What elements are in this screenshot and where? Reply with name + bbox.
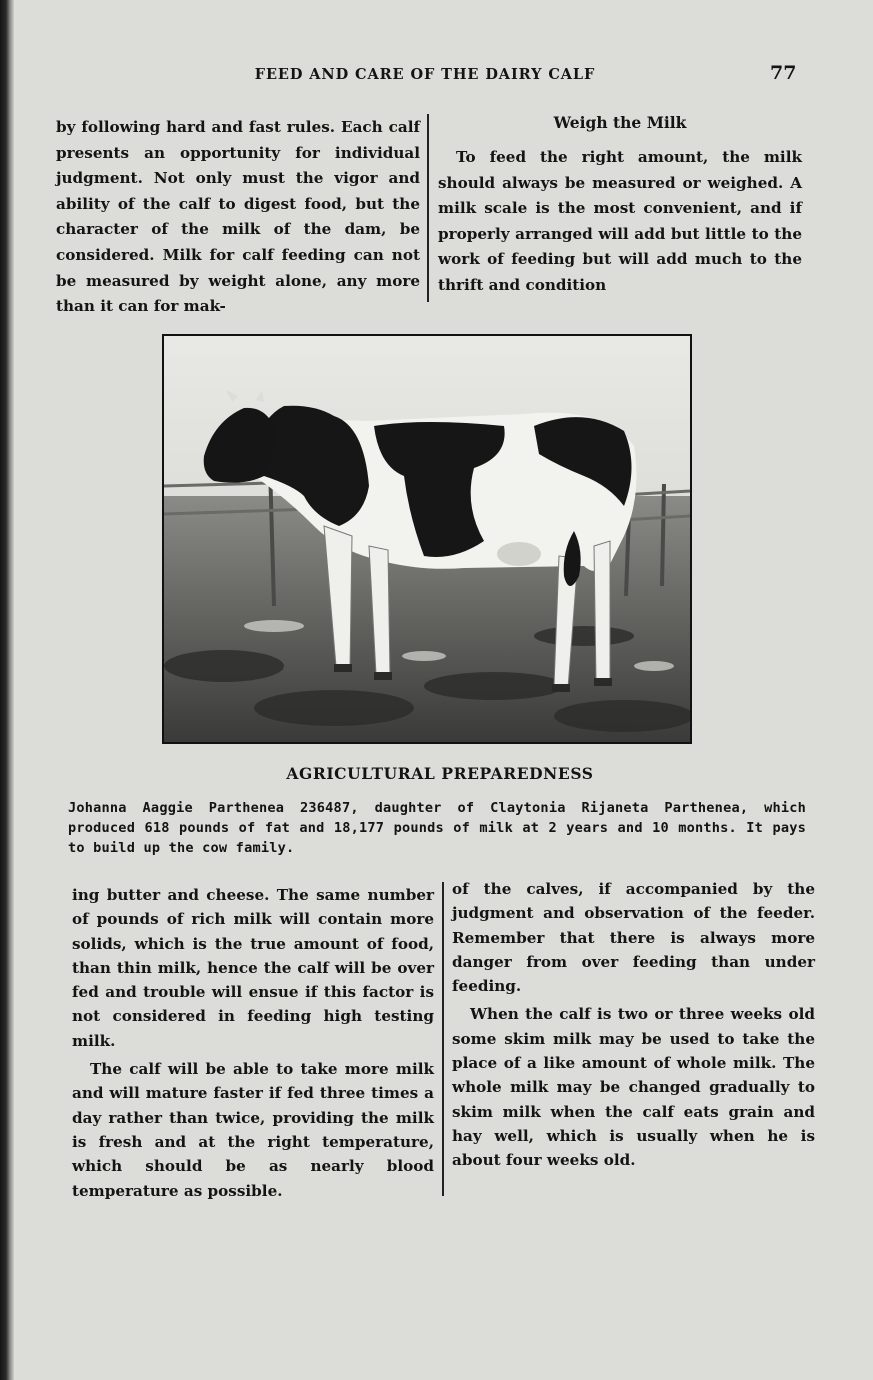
bottom-right-paragraph-2: When the calf is two or three weeks old some skim milk may be used to take the place of a like amount of whole milk. The whole milk may be changed gradually to skim milk when the calf eats grain and hay well, which is usually when he is about four weeks old.: [452, 1005, 815, 1170]
cow-photograph: [162, 334, 692, 744]
figure-title: AGRICULTURAL PREPAREDNESS: [286, 764, 594, 783]
section-heading: Weigh the Milk: [553, 113, 687, 132]
figure-caption-text: Johanna Aaggie Parthenea 236487, daughter of Claytonia Rijaneta Parthenea, which produced 618 pounds of fat and 18,177 pounds of milk at 2 years and 10 months. It pays to build up the cow family.: [68, 800, 806, 856]
top-left-column: [56, 115, 420, 320]
section-paragraph: To feed the right amount, the milk should always be measured or weighed. A milk scale is the most convenient, and if properly arranged will add but little to the work of feeding but will add much to the thrift and condition: [438, 148, 802, 294]
page-number: 77: [770, 62, 797, 84]
cow-photo-illustration: [164, 336, 690, 742]
running-head: FEED AND CARE OF THE DAIRY CALF: [254, 66, 596, 83]
bottom-right-column: [452, 877, 815, 1173]
column-divider-top: [427, 114, 429, 302]
column-divider-bottom: [442, 882, 444, 1196]
figure-caption: [68, 798, 806, 858]
bottom-left-paragraph-1: ing butter and cheese. The same number of pounds of rich milk will contain more solids, which is the true amount of food, than thin milk, hence the calf will be over fed and trouble will ensue if this factor is not considered in feeding high testing milk.: [72, 886, 434, 1050]
top-right-column: [438, 111, 802, 299]
page-binding-edge: [0, 0, 14, 1380]
bottom-left-column: [72, 883, 434, 1203]
bottom-right-paragraph-1: of the calves, if accompanied by the judgment and observation of the feeder. Remember that there is always more danger from over feeding than under feeding.: [452, 880, 815, 996]
top-left-paragraph: by following hard and fast rules. Each calf presents an opportunity for individual judgment. Not only must the vigor and ability of the calf to digest food, but the character of the milk of the dam, be considered. Milk for calf feeding can not be measured by weight alone, any more than it can for mak-: [56, 118, 420, 316]
bottom-left-paragraph-2: The calf will be able to take more milk and will mature faster if fed three times a day rather than twice, providing the milk is fresh and at the right temperature, which should be as nearly blood temperature as possible.: [72, 1060, 434, 1200]
